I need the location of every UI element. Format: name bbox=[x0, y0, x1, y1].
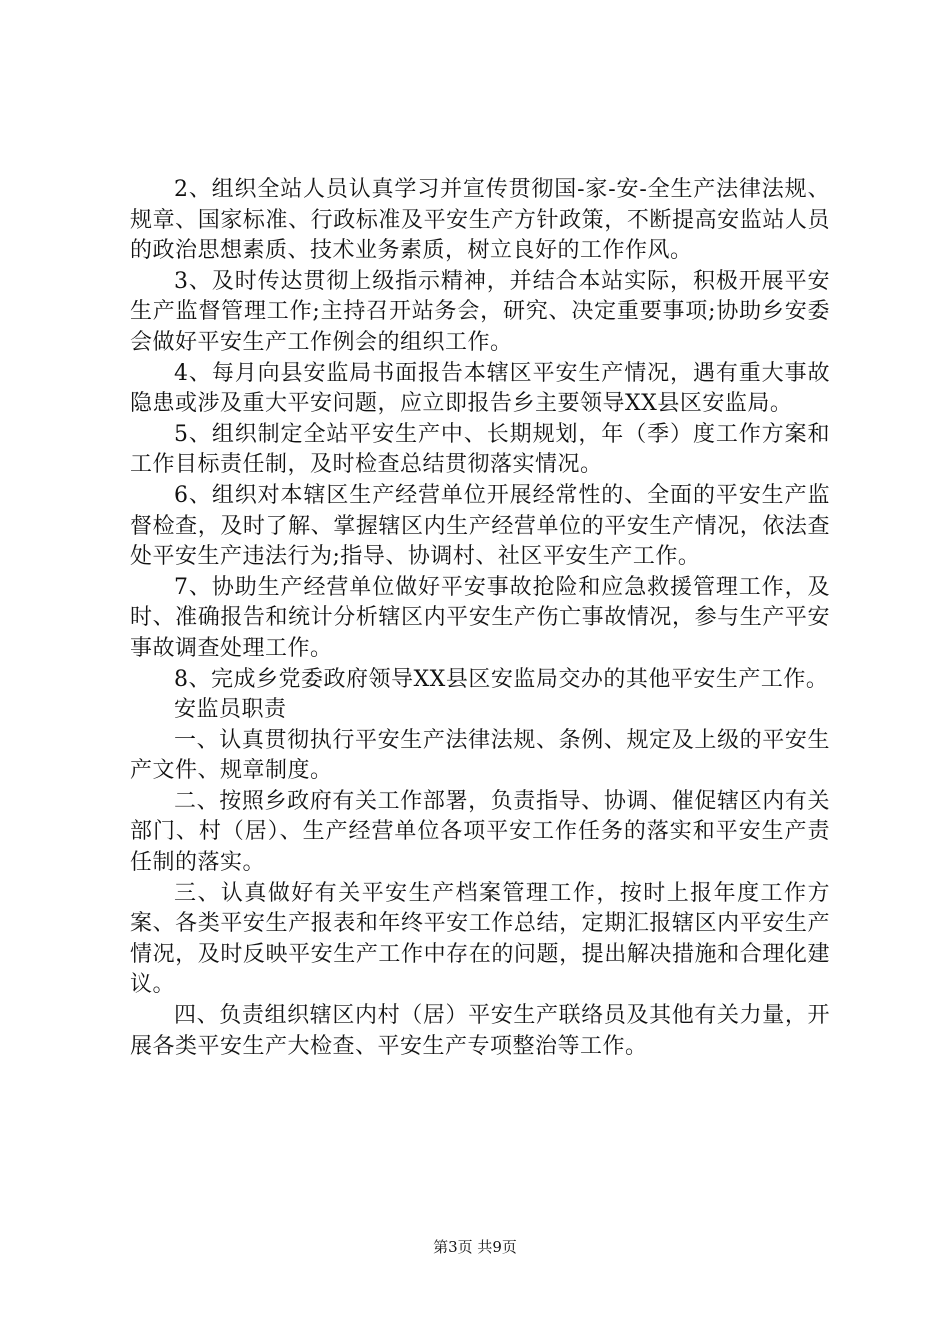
paragraph-item-6: 6、组织对本辖区生产经营单位开展经常性的、全面的平安生产监督检查，及时了解、掌握辖区内生产经营单位的平安生产情况，依法查处平安生产违法行为;指导、协调村、社区平安生产工作。 bbox=[130, 482, 830, 570]
duty-item-4: 四、负责组织辖区内村（居）平安生产联络员及其他有关力量，开展各类平安生产大检查、平安生产专项整治等工作。 bbox=[130, 1003, 830, 1059]
page-number: 第3页 共9页 bbox=[433, 1238, 517, 1256]
duty-item-1: 一、认真贯彻执行平安生产法律法规、条例、规定及上级的平安生产文件、规章制度。 bbox=[130, 727, 830, 784]
paragraph-item-2: 2、组织全站人员认真学习并宣传贯彻国-家-安-全生产法律法规、规章、国家标准、行政标准及平安生产方针政策，不断提高安监站人员的政治思想素质、技术业务素质，树立良好的工作作风。 bbox=[130, 177, 830, 264]
paragraph-item-5: 5、组织制定全站平安生产中、长期规划，年（季）度工作方案和工作目标责任制，及时检查总结贯彻落实情况。 bbox=[130, 421, 830, 478]
duty-item-2: 二、按照乡政府有关工作部署，负责指导、协调、催促辖区内有关部门、村（居）、生产经营单位各项平安工作任务的落实和平安生产责任制的落实。 bbox=[130, 788, 830, 876]
duty-item-3: 三、认真做好有关平安生产档案管理工作，按时上报年度工作方案、各类平安生产报表和年终平安工作总结，定期汇报辖区内平安生产情况，及时反映平安生产工作中存在的问题，提出解决措施和合理化建议。 bbox=[130, 880, 830, 998]
paragraph-item-4: 4、每月向县安监局书面报告本辖区平安生产情况，遇有重大事故隐患或涉及重大平安问题，应立即报告乡主要领导XX县区安监局。 bbox=[130, 360, 830, 417]
paragraph-item-3: 3、及时传达贯彻上级指示精神，并结合本站实际，积极开展平安生产监督管理工作;主持召开站务会，研究、决定重要事项;协助乡安委会做好平安生产工作例会的组织工作。 bbox=[130, 268, 830, 355]
paragraph-item-8: 8、完成乡党委政府领导XX县区安监局交办的其他平安生产工作。 bbox=[174, 666, 829, 692]
document-body bbox=[130, 175, 830, 1062]
section-heading: 安监员职责 bbox=[174, 697, 287, 723]
paragraph-item-7: 7、协助生产经营单位做好平安事故抢险和应急救援管理工作，及时、准确报告和统计分析辖区内平安生产伤亡事故情况，参与生产平安事故调查处理工作。 bbox=[130, 574, 830, 661]
